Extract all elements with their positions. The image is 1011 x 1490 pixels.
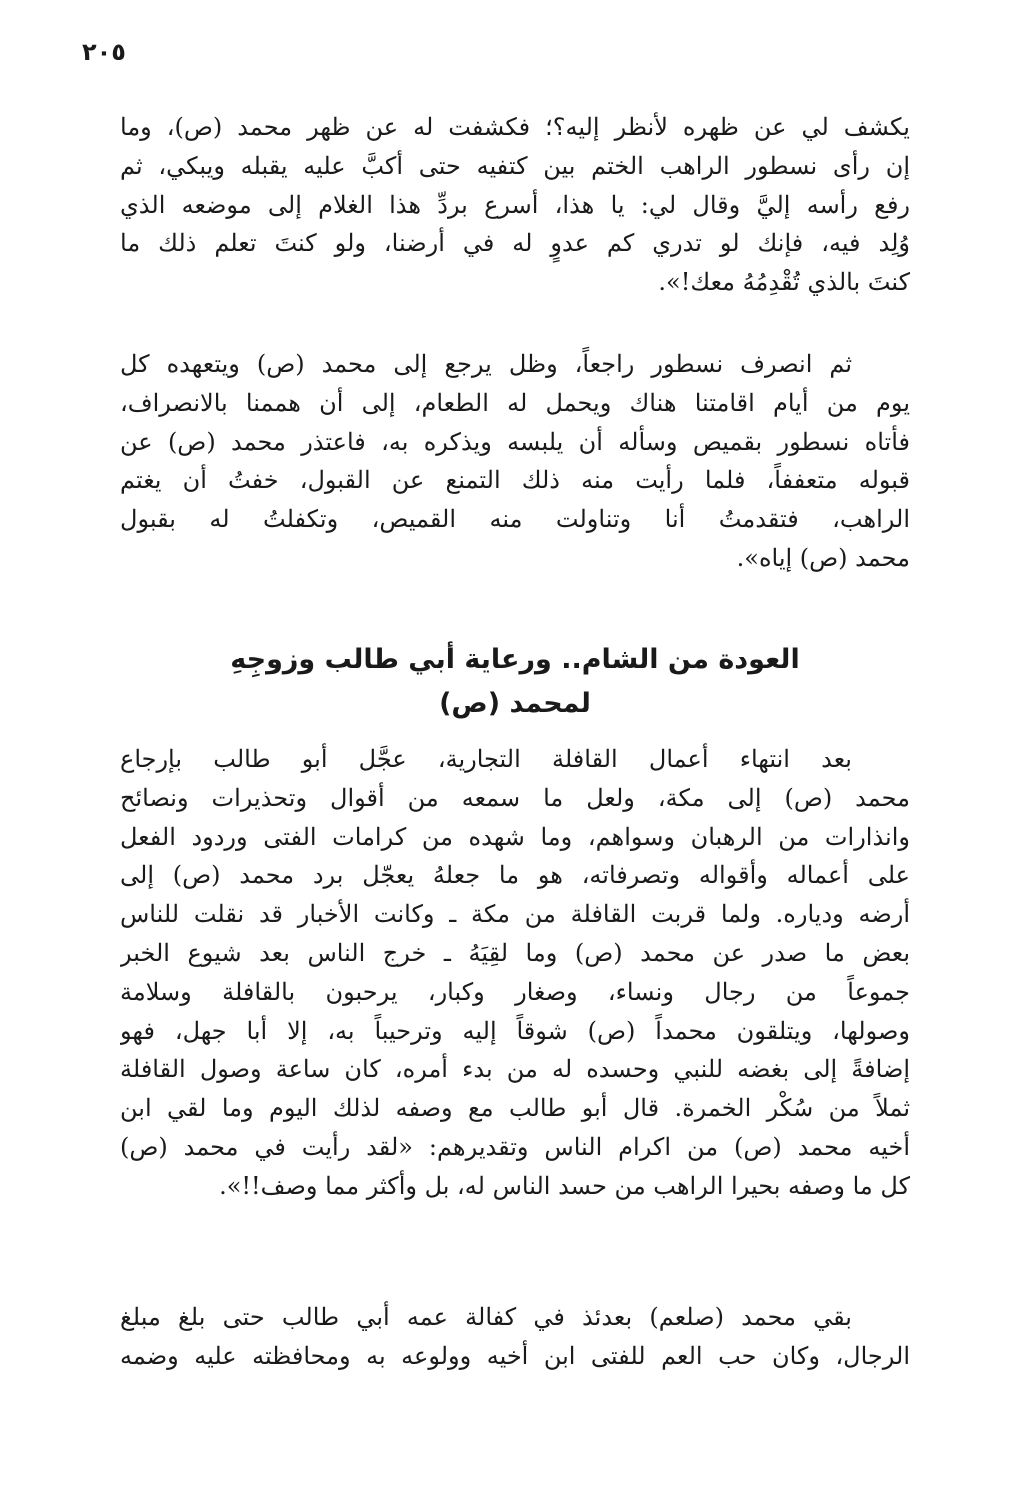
section-heading-line-1: العودة من الشام.. ورعاية أبي طالب وزوجِهِ <box>230 644 800 675</box>
text-line: قبوله متعففاً، فلما رأيت منه ذلك التمنع عن القبول، خفتُ أن يغتم <box>120 466 910 495</box>
text-line: إن رأى نسطور الراهب الختم بين كتفيه حتى أكبَّ عليه يقبله ويبكي، ثم <box>120 151 910 180</box>
text-line: أرضه ودياره. ولما قربت القافلة من مكة ـ وكانت الأخبار قد نقلت للناس <box>120 900 910 929</box>
paragraph-1 <box>120 108 910 302</box>
text-line: رفع رأسه إليَّ وقال لي: يا هذا، أسرع بردِّ هذا الغلام إلى موضعه الذي <box>120 190 910 219</box>
text-line: ثملاً من سُكْر الخمرة. قال أبو طالب مع وصفه لذلك اليوم وما لقي ابن <box>120 1094 910 1123</box>
text-line: جموعاً من رجال ونساء، وصغار وكبار، يرحبون بالقافلة وسلامة <box>120 977 910 1006</box>
section-heading-line-2: لمحمد (ص) <box>439 688 591 719</box>
text-line: الراهب، فتقدمتُ أنا وتناولت منه القميص، وتكفلتُ له بقبول <box>120 505 910 534</box>
text-line: فأتاه نسطور بقميص وسأله أن يلبسه ويذكره به، فاعتذر محمد (ص) عن <box>120 427 910 456</box>
text-line: أخيه محمد (ص) من اكرام الناس وتقديرهم: «لقد رأيت في محمد (ص) <box>120 1132 910 1161</box>
text-line: بعض ما صدر عن محمد (ص) وما لقِيَهُ ـ خرج الناس بعد شيوع الخبر <box>120 938 910 967</box>
text-line: كنتَ بالذي تُقْدِمُهُ معك!». <box>658 268 910 297</box>
text-line: بعد انتهاء أعمال القافلة التجارية، عجَّل أبو طالب بإرجاع <box>120 745 852 773</box>
text-line: كل ما وصفه بحيرا الراهب من حسد الناس له، بل وأكثر مما وصف!!». <box>219 1171 910 1200</box>
text-line: على أعماله وأقواله وتصرفاته، هو ما جعلهُ يعجّل برد محمد (ص) إلى <box>120 861 910 890</box>
text-line: وُلِد فيه، فإنك لو تدري كم عدوٍ له في أرضنا، ولو كنتَ تعلم ذلك ما <box>120 229 910 258</box>
text-line: محمد (ص) إياه». <box>736 543 910 572</box>
text-line: وانذارات من الرهبان وسواهم، وما شهده من كرامات الفتى وردود الفعل <box>120 822 910 851</box>
paragraph-4 <box>120 1298 910 1376</box>
text-line: وصولها، ويتلقون محمداً (ص) شوقاً إليه وترحيباً به، إلا أبا جهل، فهو <box>120 1016 910 1045</box>
paragraph-3 <box>120 740 910 1206</box>
section-heading <box>120 638 910 726</box>
text-line: بقي محمد (صلعم) بعدئذ في كفالة عمه أبي طالب حتى بلغ مبلغ <box>120 1303 852 1331</box>
text-line: ثم انصرف نسطور راجعاً، وظل يرجع إلى محمد (ص) ويتعهده كل <box>120 350 852 378</box>
paragraph-2 <box>120 345 910 578</box>
text-line: يوم من أيام اقامتنا هناك ويحمل له الطعام، إلى أن هممنا بالانصراف، <box>120 388 910 417</box>
text-line: يكشف لي عن ظهره لأنظر إليه؟؛ فكشفت له عن ظهر محمد (ص)، وما <box>120 113 910 141</box>
text-line: الرجال، وكان حب العم للفتى ابن أخيه وولوعه به ومحافظته عليه وضمه <box>120 1341 910 1370</box>
page-number: ٢٠٥ <box>82 38 126 66</box>
text-line: محمد (ص) إلى مكة، ولعل ما سمعه من أقوال وتحذيرات ونصائح <box>120 783 910 812</box>
text-line: إضافةً إلى بغضه للنبي وحسده له من بدء أمره، كان ساعة وصول القافلة <box>120 1055 910 1084</box>
